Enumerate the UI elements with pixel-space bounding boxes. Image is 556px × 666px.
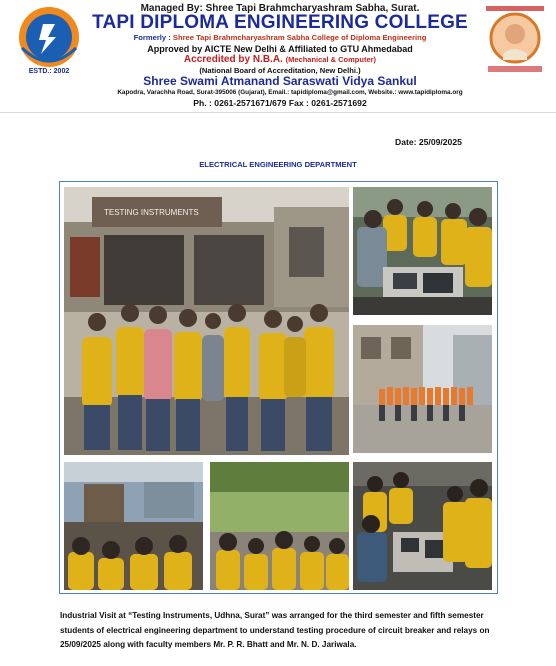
college-logo — [10, 4, 88, 76]
managed-by-line: Managed By: Shree Tapi Brahmcharyashram Sabha, Surat. — [140, 3, 420, 14]
accreditation-body: Accredited by N.B.A. — [183, 54, 283, 65]
formerly-prefix: Formerly : — [133, 33, 171, 42]
logo-estd: ESTD.: 2002 — [28, 68, 70, 75]
accredited-branches: (Mechanical & Computer) — [285, 55, 377, 64]
photo-group-in-street — [353, 325, 492, 453]
department-title: ELECTRICAL ENGINEERING DEPARTMENT — [199, 160, 357, 169]
document-date: Date: 25/09/2025 — [395, 137, 462, 147]
formerly-line — [112, 33, 448, 42]
header-divider — [0, 112, 556, 113]
college-name: TAPI DIPLOMA ENGINEERING COLLEGE — [92, 12, 468, 33]
accreditation-line — [110, 54, 450, 65]
photo-students-at-instruments — [353, 187, 492, 315]
signboard-text: TESTING INSTRUMENTS — [104, 208, 199, 217]
phone-line: Ph. : 0261-2571671/679 Fax : 0261-2571692 — [193, 98, 367, 108]
photo-workshop-interior — [64, 462, 203, 590]
approval-line: Approved by AICTE New Delhi & Affiliated to GTU Ahmedabad — [147, 44, 413, 54]
formerly-text: Shree Tapi Brahmcharyashram Sabha College of Diploma Engineering — [172, 33, 427, 42]
visit-description: Industrial Visit at “Testing Instruments, Udhna, Surat” was arranged for the third semester and fifth semester students of electrical engineering department to understand testing procedure of circuit breaker and relays on 25/09/2025 along with faculty members Mr. P. R. Bhatt and Mr. N. D. Jariwala. — [60, 611, 490, 649]
nba-full-name: (National Board of Accreditation, New Delhi.) — [199, 66, 361, 75]
photo-students-at-panel — [353, 462, 492, 590]
sankul-name: Shree Swami Atmanand Saraswati Vidya Sankul — [143, 74, 417, 88]
address-line: Kapodra, Varachha Road, Surat-395006 (Gujarat), Email.: tapidiploma@gmail.com, Website.: www.tapidiploma.org — [117, 89, 463, 96]
founder-portrait-emblem — [482, 4, 548, 76]
photo-group-at-building — [64, 187, 349, 455]
photo-outdoor-group — [210, 462, 349, 590]
